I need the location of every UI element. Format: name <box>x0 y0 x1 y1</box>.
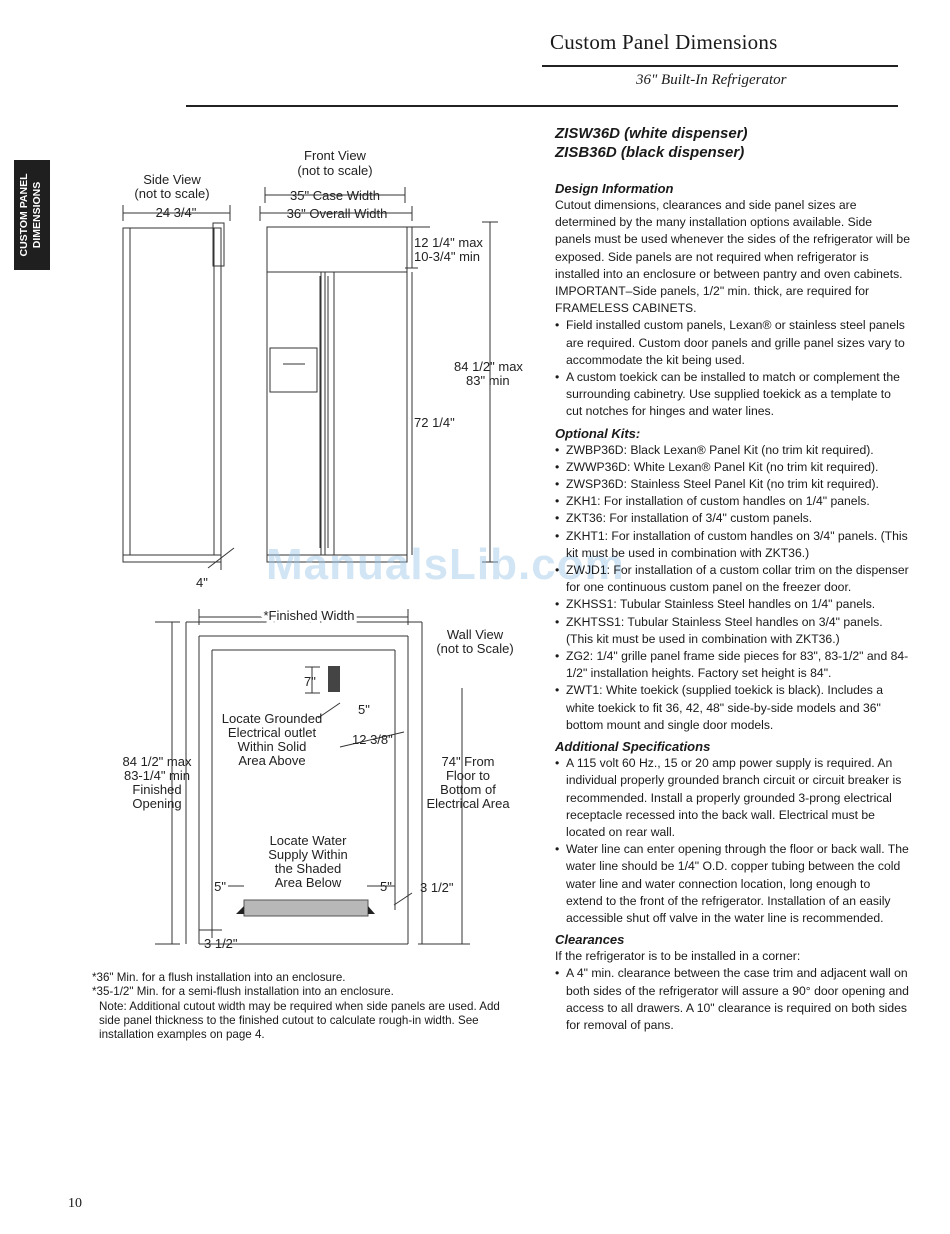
water-height-label: 3 1/2" <box>420 880 454 895</box>
front-view-title: Front View <box>304 148 366 163</box>
page-title: Custom Panel Dimensions <box>550 30 778 54</box>
electrical-outlet-icon <box>328 666 340 692</box>
clearances-paragraph: If the refrigerator is to be installed in a corner: <box>555 949 801 964</box>
side-tab-label: CUSTOM PANEL DIMENSIONS <box>18 173 43 257</box>
electrical-line-4: Area Above <box>238 753 306 768</box>
water-bottom-label: 3 1/2" <box>204 936 238 951</box>
outlet-offset-label: 5" <box>358 702 370 717</box>
opening-line-2: 83-1/4" min <box>123 768 191 783</box>
side-view-bottom: 4" <box>196 575 208 590</box>
kits-heading: Optional Kits: <box>555 425 641 441</box>
water-line-3: the Shaded <box>274 861 342 876</box>
list-item: • Water line can enter opening through the floor or back wall. The water line should be 1/4" O.D. copper tubing between the cold water line and water connection location, long enough to extend to the front of the refrigerator. Installation of an easily accessible shut off valve in the water line is recommended. <box>555 841 910 927</box>
front-view-body <box>267 272 407 562</box>
outlet-height-label: 7" <box>304 674 316 689</box>
footnote-semi-flush: *35-1/2" Min. for a semi-flush installation into an enclosure. <box>92 985 394 999</box>
grille-min-label: 10-3/4" min <box>414 249 481 264</box>
list-item: • ZKHT1: For installation of custom handles on 3/4" panels. (This kit must be used in combination with ZKT36.) <box>555 528 910 562</box>
water-supply-area <box>244 900 368 916</box>
door-height-label: 72 1/4" <box>414 415 455 430</box>
front-view-grille <box>267 227 407 272</box>
grille-max-label: 12 1/4" max <box>414 235 483 250</box>
design-paragraph: Cutout dimensions, clearances and side panel sizes are determined by the many installation options available. Side panels must be used whenever the sides of the refrigerator will be exposed. Side panels are not required when refrigerator is installed into an enclosure or between pantry and oven cabinets. IMPORTANT–Side panels, 1/2" min. thick, are required for FRAMELESS CABINETS. <box>555 198 910 316</box>
kits-list <box>555 442 910 734</box>
overall-width-label: 36" Overall Width <box>286 206 388 221</box>
side-view-body <box>123 228 221 562</box>
list-item: • ZWBP36D: Black Lexan® Panel Kit (no trim kit required). <box>555 442 910 459</box>
side-view-grille <box>213 223 224 266</box>
floor-line-2: Floor to <box>445 768 491 783</box>
wall-view-title: Wall View <box>446 627 504 642</box>
list-item: • ZKHSS1: Tubular Stainless Steel handles on 1/4" panels. <box>555 596 910 613</box>
front-view-dispenser <box>270 348 317 392</box>
list-item: • ZWT1: White toekick (supplied toekick is black). Includes a white toekick to fit 36, 42, 48" side-by-side models and 36" bottom mount and single door models. <box>555 682 910 734</box>
model-white: ZISW36D (white dispenser) <box>555 125 748 142</box>
water-right-label: 5" <box>380 879 392 894</box>
water-line-4: Area Below <box>274 875 342 890</box>
list-item: • ZWSP36D: Stainless Steel Panel Kit (no trim kit required). <box>555 476 910 493</box>
watermark: ManualsLib.com <box>266 540 625 589</box>
side-view-depth: 24 3/4" <box>155 205 197 220</box>
list-item: • ZG2: 1/4" grille panel frame side pieces for 83", 83-1/2" and 84-1/2" installation heights. Factory set height is 84". <box>555 648 910 682</box>
wall-view-note: (not to Scale) <box>436 641 514 656</box>
opening-line-4: Opening <box>132 796 182 811</box>
electrical-line-2: Electrical outlet <box>227 725 317 740</box>
page-number: 10 <box>68 1196 82 1211</box>
opening-line-1: 84 1/2" max <box>122 754 192 769</box>
list-item: • ZKH1: For installation of custom handles on 1/4" panels. <box>555 493 910 510</box>
clearances-list <box>555 965 910 1034</box>
electrical-line-3: Within Solid <box>237 739 307 754</box>
front-view-note: (not to scale) <box>297 163 373 178</box>
model-black: ZISB36D (black dispenser) <box>555 144 745 161</box>
water-line-1: Locate Water <box>269 833 347 848</box>
side-view-note: (not to scale) <box>134 186 210 201</box>
list-item: • ZWJD1: For installation of a custom collar trim on the dispenser for one continuous custom panel on the freezer door. <box>555 562 910 596</box>
height-max-label: 84 1/2" max <box>454 359 523 374</box>
list-item: • A custom toekick can be installed to match or complement the surrounding cabinetry. Use supplied toekick as a template to cut notches for hinges and water lines. <box>555 369 910 421</box>
model-block <box>555 124 748 162</box>
design-list <box>555 317 910 420</box>
header-rule <box>542 65 898 67</box>
water-left-label: 5" <box>214 879 226 894</box>
finished-width-label: *Finished Width <box>263 608 355 623</box>
floor-line-1: 74" From <box>441 754 495 769</box>
outlet-width-label: 12 3/8" <box>352 732 393 747</box>
dimension-diagram <box>0 0 540 965</box>
specs-heading: Additional Specifications <box>555 739 711 755</box>
height-min-label: 83" min <box>466 373 510 388</box>
case-width-label: 35" Case Width <box>290 188 380 203</box>
floor-line-3: Bottom of <box>440 782 496 797</box>
water-line-2: Supply Within <box>268 847 348 862</box>
list-item: • A 4" min. clearance between the case trim and adjacent wall on both sides of the refrigerator will assure a 90° door opening and access to all drawers. A 10" clearance is required on both sides for removal of pans. <box>555 965 910 1034</box>
footnote-flush: *36" Min. for a flush installation into an enclosure. <box>92 971 346 984</box>
opening-line-3: Finished <box>132 782 182 797</box>
design-heading: Design Information <box>555 181 674 196</box>
specifications-column <box>555 180 910 1034</box>
list-item: • ZKHTSS1: Tubular Stainless Steel handles on 3/4" panels. (This kit must be used in combination with ZKT36.) <box>555 614 910 648</box>
floor-line-4: Electrical Area <box>426 796 510 811</box>
footnotes <box>92 971 522 1042</box>
side-view-title: Side View <box>143 172 201 187</box>
page-subtitle: 36" Built-In Refrigerator <box>636 72 787 88</box>
list-item: • Field installed custom panels, Lexan® or stainless steel panels are required. Custom door panels and grille panel sizes vary to accommodate the kit being used. <box>555 317 910 369</box>
list-item: • ZKT36: For installation of 3/4" custom panels. <box>555 510 910 527</box>
footnote-note: Note: Additional cutout width may be required when side panels are used. Add side panel thickness to the finished cutout to calculate rough-in width. See installation examples on page 4. <box>99 999 500 1042</box>
clearances-heading: Clearances <box>555 932 625 948</box>
list-item: • ZWWP36D: White Lexan® Panel Kit (no trim kit required). <box>555 459 910 476</box>
specs-list <box>555 755 910 927</box>
electrical-line-1: Locate Grounded <box>221 711 323 726</box>
list-item: • A 115 volt 60 Hz., 15 or 20 amp power supply is required. An individual properly grounded branch circuit or circuit breaker is recommended. Install a properly grounded 3-prong electrical receptacle recessed into the back wall. Electrical must be located on rear wall. <box>555 755 910 841</box>
